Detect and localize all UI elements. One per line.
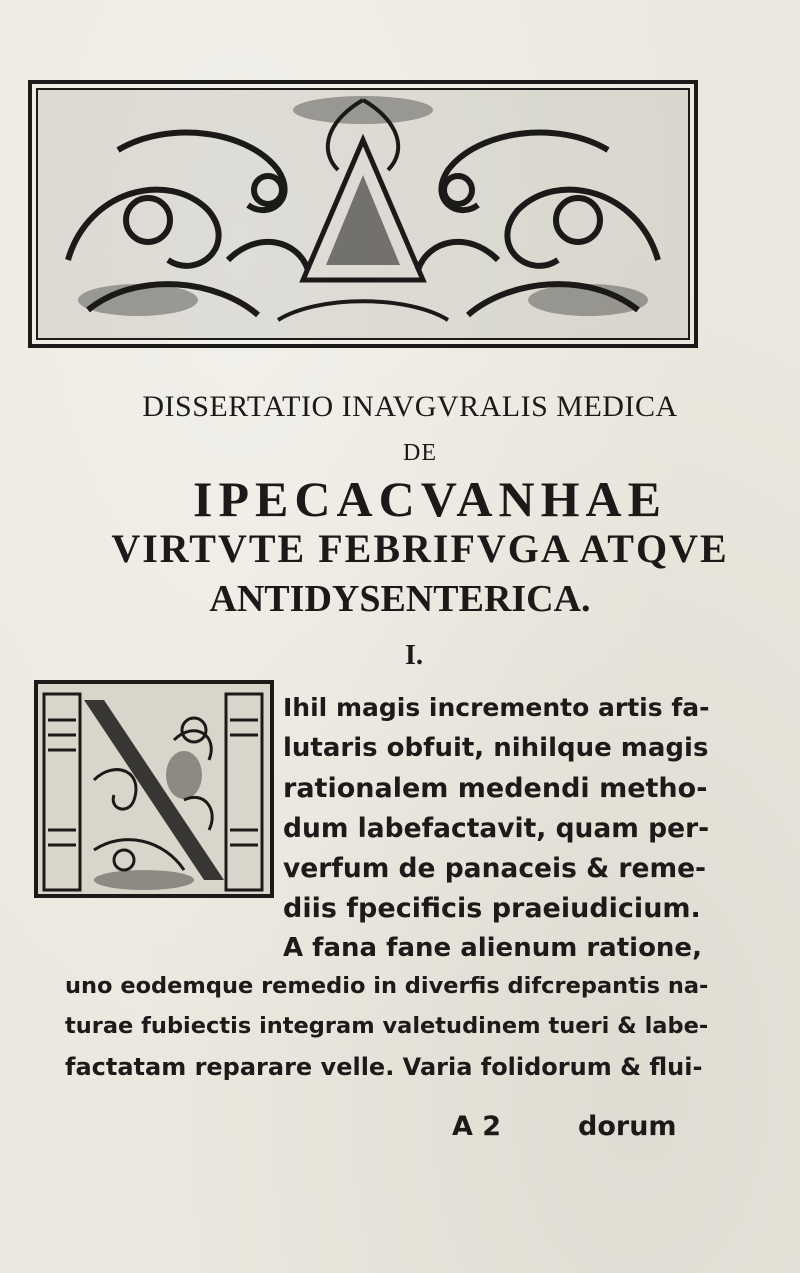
text-line-5: verfum de panaceis & reme- [283,853,707,884]
text-line-7: A fana fane alienum ratione, [283,933,702,963]
catchword: dorum [578,1111,677,1142]
text-line-2: lutaris obfuit, nihilque magis [283,733,709,763]
title-line-5: ANTIDYSENTERICA. [209,578,591,620]
title-line-4: VIRTVTE FEBRIFVGA ATQVE [111,526,729,571]
title-line-1: DISSERTATIO INAVGVRALIS MEDICA [142,390,678,423]
title-line-2: DE [403,440,437,466]
text-line-6: diis fpecificis praeiudicium. [283,893,701,924]
headpiece-ornament [28,80,698,348]
text-line-1: Ihil magis incremento artis fa- [283,693,710,722]
text-line-10: factatam reparare velle. Varia folidorum & flui- [65,1053,703,1081]
signature-mark: A 2 [452,1111,502,1142]
text-line-8: uno eodemque remedio in diverfis difcrepantis na- [65,973,709,999]
text-line-3: rationalem medendi metho- [283,773,708,804]
text-line [283,693,709,722]
title-line-3: IPECACVANHAE [193,471,667,527]
section-number: I. [405,640,423,671]
text-line-9: turae fubiectis integram valetudinem tueri & labe- [65,1013,709,1039]
text-line-4: dum labefactavit, quam per- [283,813,710,844]
drop-cap-ornament [34,680,274,898]
